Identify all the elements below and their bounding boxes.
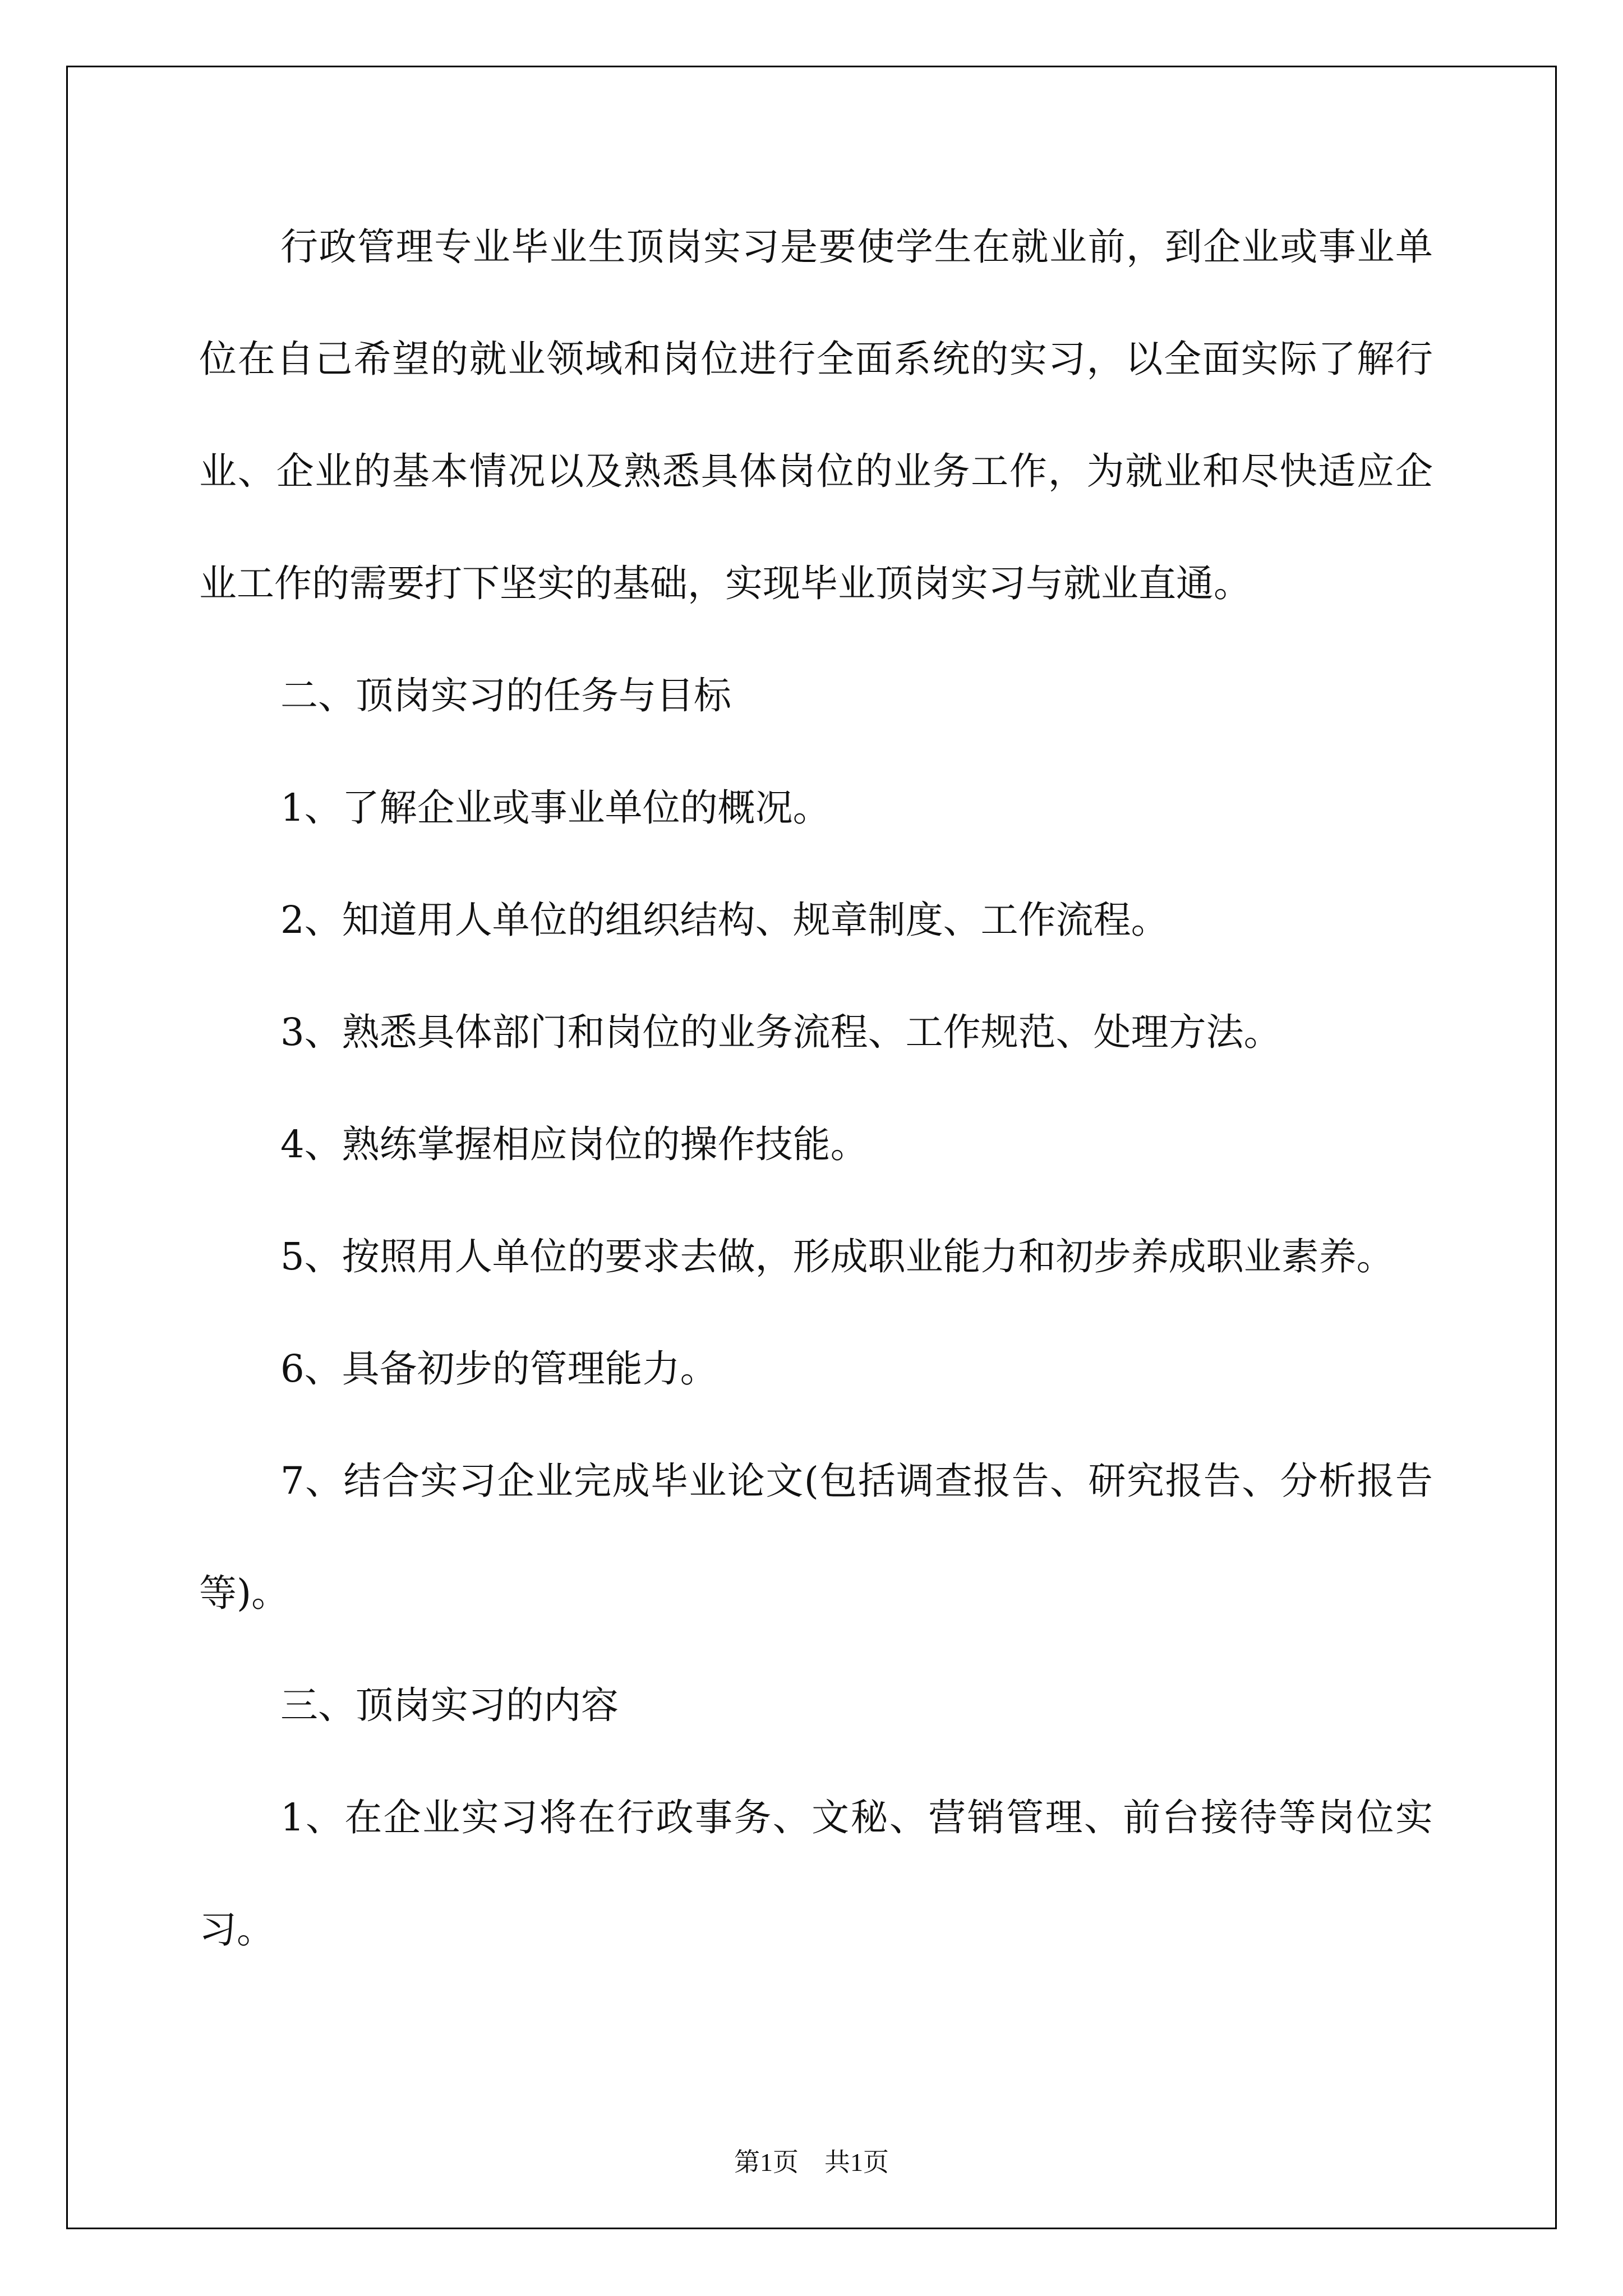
list-item-goal-5: 5、按照用人单位的要求去做，形成职业能力和初步养成职业素养。	[280, 1235, 1394, 1278]
list-item-content-1: 1、在企业实习将在行政事务、文秘、营销管理、前台接待等岗位实习。	[199, 1796, 1433, 1952]
page-number-footer: 第1页 共1页	[734, 2148, 889, 2177]
list-item-goal-2: 2、知道用人单位的组织结构、规章制度、工作流程。	[280, 898, 1169, 942]
list-item-goal-3: 3、熟悉具体部门和岗位的业务流程、工作规范、处理方法。	[280, 1010, 1281, 1054]
list-item-goal-4: 4、熟练掌握相应岗位的操作技能。	[280, 1122, 868, 1166]
section-heading-tasks-goals: 二、顶岗实习的任务与目标	[280, 674, 731, 717]
document-body	[199, 191, 1433, 1986]
list-item-goal-6: 6、具备初步的管理能力。	[280, 1347, 718, 1391]
list-item-goal-7: 7、结合实习企业完成毕业论文(包括调查报告、研究报告、分析报告等)。	[199, 1459, 1433, 1615]
section-heading-content: 三、顶岗实习的内容	[280, 1683, 619, 1727]
list-item-goal-1: 1、了解企业或事业单位的概况。	[280, 786, 831, 830]
paragraph-intro: 行政管理专业毕业生顶岗实习是要使学生在就业前，到企业或事业单位在自己希望的就业领域和岗位进行全面系统的实习，以全面实际了解行业、企业的基本情况以及熟悉具体岗位的业务工作，为就业和尽快适应企业工作的需要打下坚实的基础，实现毕业顶岗实习与就业直通。	[199, 225, 1433, 605]
